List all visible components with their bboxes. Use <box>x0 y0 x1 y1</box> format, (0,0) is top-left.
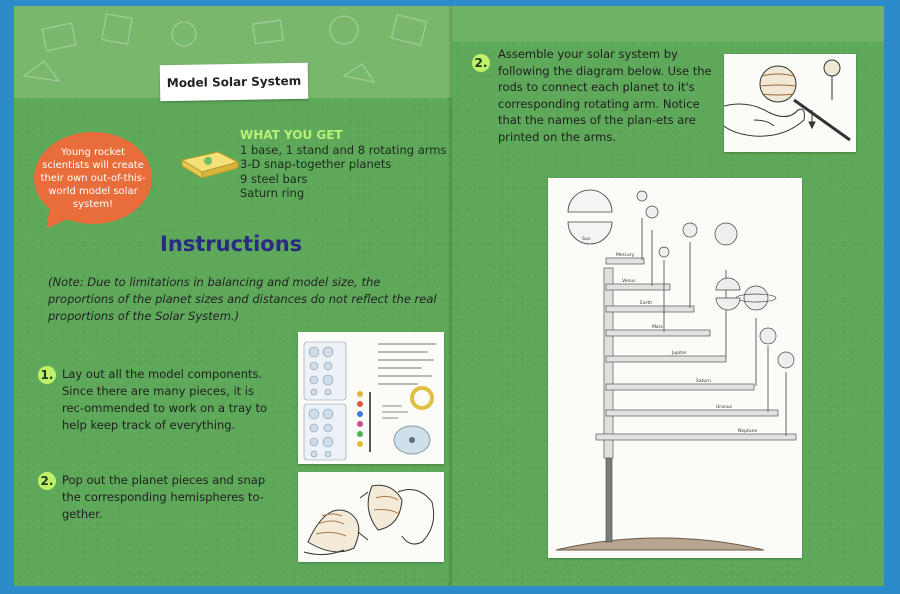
right-page <box>452 6 884 586</box>
list-item: 9 steel bars <box>240 171 308 186</box>
instructions-title: Instructions <box>160 232 303 256</box>
list-item: 1 base, 1 stand and 8 rotating arms <box>240 142 447 157</box>
assembly-diagram <box>548 178 802 558</box>
what-you-get-list <box>240 128 447 201</box>
speech-bubble: Young rocket scientists will create their own out-of-this-world model solar system! <box>34 132 152 224</box>
list-item: 3-D snap-together planets <box>240 157 392 171</box>
list-item: Saturn ring <box>240 186 305 200</box>
diagram-label-sun: Sun <box>582 237 591 242</box>
assembly-illustration <box>724 54 856 152</box>
components-drawing <box>298 332 444 464</box>
note-text: (Note: Due to limitations in balancing and model size, the proportions of the planet sizes and distances do not reflect the real proportions of the Solar System.) <box>48 275 437 323</box>
step-text: Lay out all the model components. Since there are many pieces, it is rec-ommended to work on a tray to help keep track of everything. <box>62 367 268 432</box>
hands-snapping-drawing <box>298 472 444 562</box>
solar-system-diagram <box>548 178 802 558</box>
title-tag: Model Solar System <box>160 63 309 102</box>
step-number-badge: 1. <box>38 366 56 384</box>
step-number-badge: 2. <box>472 54 490 72</box>
step-text: Pop out the planet pieces and snap the corresponding hemispheres to-gether. <box>62 473 266 521</box>
diagram-label-jupiter: Jupiter <box>672 351 687 356</box>
step-1 <box>38 366 278 434</box>
diagram-label-mars: Mars <box>652 325 663 330</box>
diagram-label-neptune: Neptune <box>738 429 758 434</box>
diagram-label-saturn: Saturn <box>696 379 711 384</box>
step-2 <box>38 472 278 523</box>
snap-planets-illustration <box>298 472 444 562</box>
hand-attaching-planet-drawing <box>724 54 856 152</box>
what-you-get-heading: WHAT YOU GET <box>240 128 343 142</box>
diagram-label-venus: Venus <box>622 279 636 284</box>
left-page <box>14 6 452 586</box>
header-band <box>452 6 884 42</box>
step-text: Assemble your solar system by following the diagram below. Use the rods to connect each planet to it's corresponding rotating arm. Notice that the names of the plan-ets are printed on the arms. <box>498 47 712 144</box>
step-number-badge: 2. <box>38 472 56 490</box>
components-illustration <box>298 332 444 464</box>
diagram-label-uranus: Uranus <box>716 405 732 410</box>
diagram-label-earth: Earth <box>640 301 653 306</box>
kit-box-icon <box>178 146 242 180</box>
diagram-label-mercury: Mercury <box>616 253 635 258</box>
